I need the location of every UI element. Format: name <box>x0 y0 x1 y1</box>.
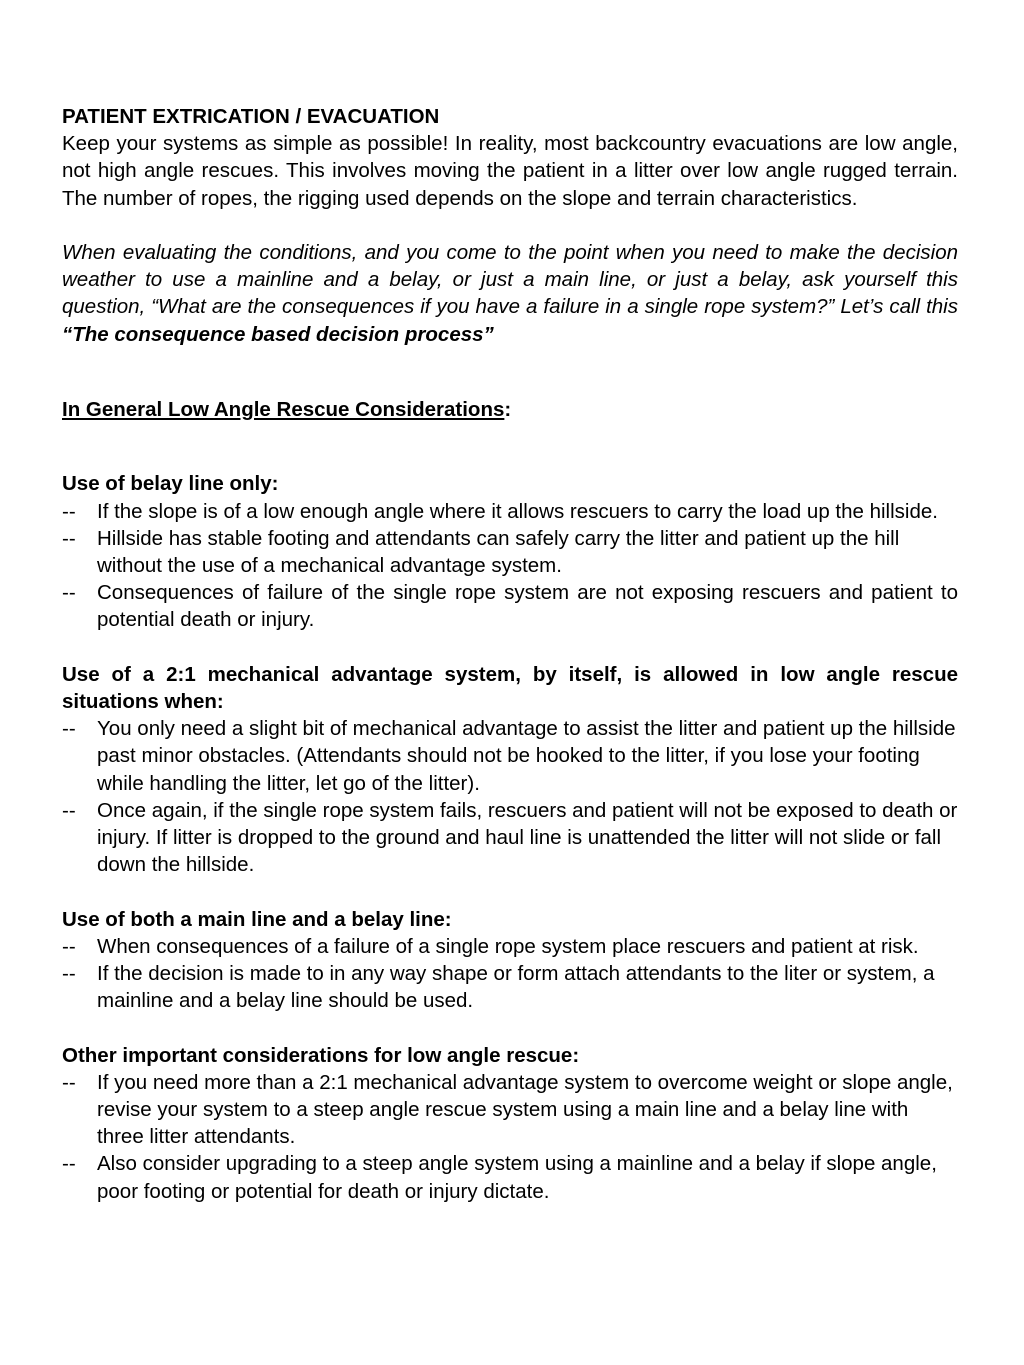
belay-only-list <box>62 498 958 634</box>
list-item <box>62 579 958 633</box>
list-item-text: Hillside has stable footing and attendants can safely carry the litter and patient up the hill without the use of a mechanical advantage system. <box>97 526 900 577</box>
document-title: PATIENT EXTRICATION / EVACUATION <box>62 105 440 128</box>
list-item <box>62 797 958 879</box>
section-heading-mechanical-advantage: Use of a 2:1 mechanical advantage system, by itself, is allowed in low angle rescue situations when: <box>62 662 958 713</box>
general-heading-suffix: : <box>504 397 512 421</box>
dash-marker: -- <box>62 717 76 741</box>
dash-marker: -- <box>62 581 76 605</box>
section-heading-belay-only: Use of belay line only: <box>62 472 279 496</box>
spacer <box>62 212 958 239</box>
list-item <box>62 498 958 525</box>
dash-marker: -- <box>62 1152 76 1176</box>
dash-marker: -- <box>62 1070 76 1094</box>
spacer <box>62 443 958 470</box>
dash-marker: -- <box>62 499 76 523</box>
section-heading-other-considerations: Other important considerations for low angle rescue: <box>62 1043 580 1067</box>
evaluation-paragraph <box>62 239 958 348</box>
list-item <box>62 1150 958 1204</box>
dash-marker: -- <box>62 798 76 822</box>
other-considerations-list <box>62 1069 958 1205</box>
list-item-text: Also consider upgrading to a steep angle system using a mainline and a belay if slope angle, poor footing or potential for death or injury dictate. <box>97 1152 937 1203</box>
list-item-text: If the decision is made to in any way shape or form attach attendants to the liter or system, a mainline and a belay line should be used. <box>97 962 935 1013</box>
evaluation-text: When evaluating the conditions, and you come to the point when you need to make the decision weather to use a mainline and a belay, or just a main line, or just a belay, ask yourself this question, “What are the consequences if you have a failure in a single rope system?” Let’s call this <box>62 241 958 319</box>
list-item <box>62 715 958 797</box>
list-item-text: You only need a slight bit of mechanical advantage to assist the litter and patient up the hillside past minor obstacles. (Attendants should not be hooked to the litter, if you lose your footing while handling the litter, let go of the litter). <box>97 717 956 795</box>
list-item <box>62 933 958 960</box>
list-item <box>62 525 958 579</box>
list-item-text: When consequences of a failure of a single rope system place rescuers and patient at risk. <box>97 934 919 958</box>
section-heading-main-and-belay: Use of both a main line and a belay line: <box>62 907 452 931</box>
mechanical-advantage-list <box>62 715 958 878</box>
document-page <box>62 103 958 1205</box>
list-item-text: Once again, if the single rope system fails, rescuers and patient will not be exposed to death or injury. If litter is dropped to the ground and haul line is unattended the litter will not slide or fall down the hillside. <box>97 798 958 877</box>
evaluation-emphasis: “The consequence based decision process” <box>62 322 494 346</box>
dash-marker: -- <box>62 526 76 550</box>
spacer <box>62 634 958 661</box>
general-considerations-heading <box>62 396 958 423</box>
spacer <box>62 1014 958 1041</box>
list-item-text: Consequences of failure of the single rope system are not exposing rescuers and patient to potential death or injury. <box>97 581 958 632</box>
dash-marker: -- <box>62 962 76 986</box>
intro-paragraph: Keep your systems as simple as possible! In reality, most backcountry evacuations are low angle, not high angle rescues. This involves moving the patient in a litter over low angle rugged terrain. The number of ropes, the rigging used depends on the slope and terrain characteristics. <box>62 132 958 210</box>
list-item-text: If the slope is of a low enough angle where it allows rescuers to carry the load up the hillside. <box>97 499 938 523</box>
list-item <box>62 1069 958 1151</box>
spacer <box>62 878 958 905</box>
main-and-belay-list <box>62 933 958 1015</box>
list-item <box>62 960 958 1014</box>
spacer <box>62 348 958 375</box>
list-item-text: If you need more than a 2:1 mechanical advantage system to overcome weight or slope angle, revise your system to a steep angle rescue system using a main line and a belay line with three litter attendants. <box>97 1070 953 1149</box>
general-heading-text: In General Low Angle Rescue Considerations <box>62 397 505 421</box>
dash-marker: -- <box>62 934 76 958</box>
